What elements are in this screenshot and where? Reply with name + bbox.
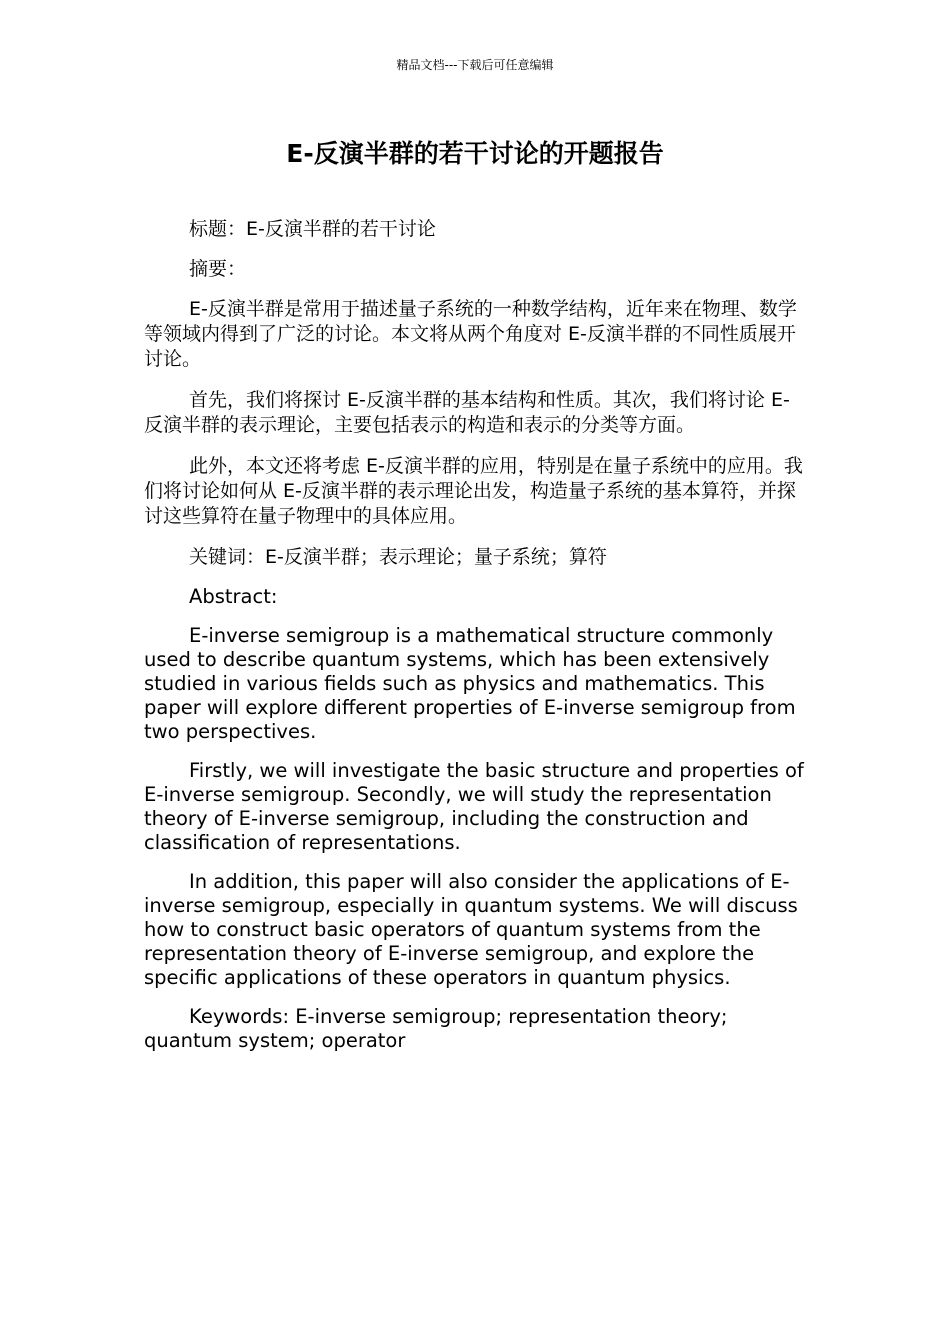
keywords-en: Keywords: E-inverse semigroup; representation theory; quantum system; operator — [144, 1005, 728, 1052]
abstract-paragraph-zh-1: E-反演半群是常用于描述量子系统的一种数学结构，近年来在物理、数学等领域内得到了广泛的讨论。本文将从两个角度对 E-反演半群的不同性质展开讨论。 — [144, 298, 797, 370]
document-title: E-反演半群的若干讨论的开题报告 — [286, 139, 664, 168]
page-header-note: 精品文档---下载后可任意编辑 — [396, 58, 554, 72]
abstract-paragraph-en-2: Firstly, we will investigate the basic structure and properties of E-inverse semigroup. Secondly, we will study the representation theory of E-inverse semigroup, including the construction and classification of representations. — [144, 759, 804, 854]
abstract-paragraph-en-3: In addition, this paper will also consider the applications of E-inverse semigroup, especially in quantum systems. We will discuss how to construct basic operators of quantum systems from the representation theory of E-inverse semigroup, and explore the specific applications of these operators in quantum physics. — [144, 870, 798, 989]
abstract-label-zh: 摘要： — [189, 258, 247, 280]
title-line: 标题：E-反演半群的若干讨论 — [189, 218, 436, 240]
keywords-zh: 关键词：E-反演半群；表示理论；量子系统；算符 — [189, 546, 607, 568]
abstract-label-en: Abstract: — [189, 585, 278, 608]
abstract-paragraph-zh-2: 首先，我们将探讨 E-反演半群的基本结构和性质。其次，我们将讨论 E-反演半群的表示理论，主要包括表示的构造和表示的分类等方面。 — [144, 389, 790, 436]
abstract-paragraph-en-1: E-inverse semigroup is a mathematical structure commonly used to describe quantum systems, which has been extensively studied in various fields such as physics and mathematics. This paper will explore different properties of E-inverse semigroup from two perspectives. — [144, 624, 796, 743]
abstract-paragraph-zh-3: 此外，本文还将考虑 E-反演半群的应用，特别是在量子系统中的应用。我们将讨论如何从 E-反演半群的表示理论出发，构造量子系统的基本算符，并探讨这些算符在量子物理中的具体应用。 — [144, 455, 803, 527]
document-body — [144, 217, 806, 1068]
